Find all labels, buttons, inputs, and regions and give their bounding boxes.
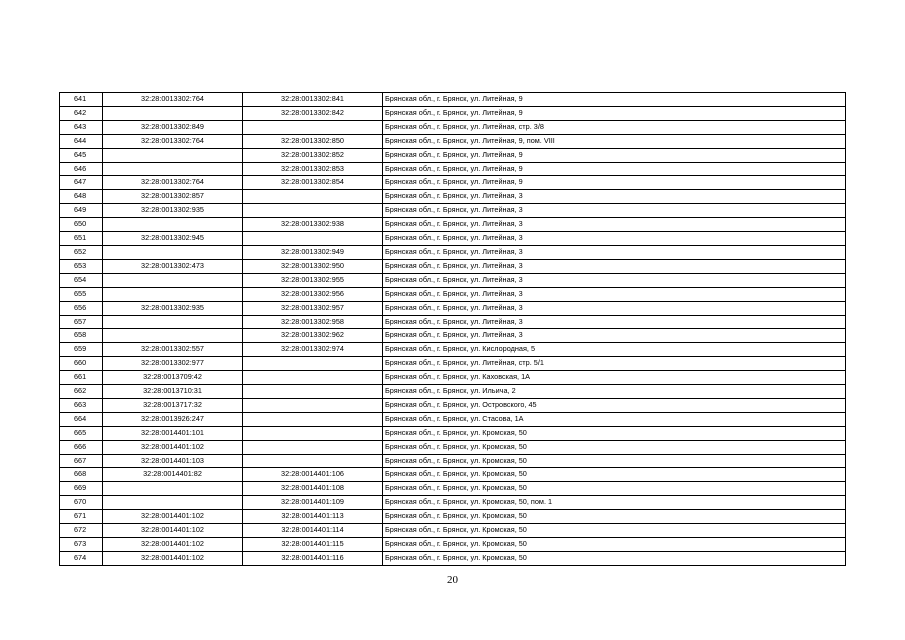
row-number-cell: 651	[60, 232, 103, 246]
address-cell: Брянская обл., г. Брянск, ул. Каховская, 1А	[383, 371, 846, 385]
object-number-cell: 32:28:0013302:852	[243, 148, 383, 162]
object-number-cell: 32:28:0013302:974	[243, 343, 383, 357]
table-row	[60, 190, 846, 204]
row-number-cell: 672	[60, 524, 103, 538]
table-row	[60, 148, 846, 162]
address-cell: Брянская обл., г. Брянск, ул. Кромская, 50	[383, 482, 846, 496]
object-number-cell	[243, 190, 383, 204]
address-cell: Брянская обл., г. Брянск, ул. Литейная, 3	[383, 315, 846, 329]
parcel-number-cell: 32:28:0014401:102	[103, 510, 243, 524]
object-number-cell: 32:28:0014401:109	[243, 496, 383, 510]
parcel-number-cell	[103, 496, 243, 510]
row-number-cell: 662	[60, 385, 103, 399]
address-cell: Брянская обл., г. Брянск, ул. Литейная, 3	[383, 259, 846, 273]
table-row	[60, 120, 846, 134]
parcel-number-cell	[103, 315, 243, 329]
object-number-cell	[243, 454, 383, 468]
parcel-number-cell: 32:28:0013710:31	[103, 385, 243, 399]
object-number-cell: 32:28:0013302:850	[243, 134, 383, 148]
address-cell: Брянская обл., г. Брянск, ул. Литейная, 3	[383, 204, 846, 218]
address-cell: Брянская обл., г. Брянск, ул. Кромская, 50	[383, 426, 846, 440]
table-row	[60, 245, 846, 259]
row-number-cell: 654	[60, 273, 103, 287]
row-number-cell: 669	[60, 482, 103, 496]
parcel-number-cell	[103, 162, 243, 176]
address-cell: Брянская обл., г. Брянск, ул. Кислородная, 5	[383, 343, 846, 357]
object-number-cell	[243, 385, 383, 399]
row-number-cell: 663	[60, 398, 103, 412]
table-row	[60, 454, 846, 468]
object-number-cell	[243, 412, 383, 426]
parcel-number-cell: 32:28:0014401:102	[103, 440, 243, 454]
parcel-number-cell	[103, 218, 243, 232]
address-cell: Брянская обл., г. Брянск, ул. Литейная, 9	[383, 148, 846, 162]
row-number-cell: 641	[60, 93, 103, 107]
address-cell: Брянская обл., г. Брянск, ул. Литейная, 9	[383, 93, 846, 107]
row-number-cell: 670	[60, 496, 103, 510]
address-cell: Брянская обл., г. Брянск, ул. Кромская, 50	[383, 524, 846, 538]
row-number-cell: 665	[60, 426, 103, 440]
address-cell: Брянская обл., г. Брянск, ул. Литейная, 9, пом. VIII	[383, 134, 846, 148]
address-cell: Брянская обл., г. Брянск, ул. Кромская, 50	[383, 510, 846, 524]
address-cell: Брянская обл., г. Брянск, ул. Кромская, 50	[383, 551, 846, 565]
parcel-number-cell: 32:28:0014401:102	[103, 551, 243, 565]
row-number-cell: 643	[60, 120, 103, 134]
address-cell: Брянская обл., г. Брянск, ул. Литейная, 3	[383, 329, 846, 343]
object-number-cell	[243, 232, 383, 246]
object-number-cell: 32:28:0014401:106	[243, 468, 383, 482]
parcel-number-cell: 32:28:0013302:935	[103, 204, 243, 218]
parcel-number-cell: 32:28:0014401:102	[103, 524, 243, 538]
table-row	[60, 440, 846, 454]
table-row	[60, 162, 846, 176]
row-number-cell: 666	[60, 440, 103, 454]
object-number-cell	[243, 398, 383, 412]
table-row	[60, 287, 846, 301]
address-cell: Брянская обл., г. Брянск, ул. Кромская, 50, пом. 1	[383, 496, 846, 510]
parcel-number-cell: 32:28:0014401:103	[103, 454, 243, 468]
parcel-number-cell: 32:28:0013302:557	[103, 343, 243, 357]
parcel-number-cell: 32:28:0013302:764	[103, 176, 243, 190]
table-row	[60, 218, 846, 232]
row-number-cell: 655	[60, 287, 103, 301]
parcel-number-cell: 32:28:0013717:32	[103, 398, 243, 412]
table-row	[60, 232, 846, 246]
address-cell: Брянская обл., г. Брянск, ул. Кромская, 50	[383, 440, 846, 454]
object-number-cell: 32:28:0014401:108	[243, 482, 383, 496]
row-number-cell: 653	[60, 259, 103, 273]
address-cell: Брянская обл., г. Брянск, ул. Литейная, 9	[383, 176, 846, 190]
table-row	[60, 343, 846, 357]
table-row	[60, 176, 846, 190]
row-number-cell: 659	[60, 343, 103, 357]
table-row	[60, 398, 846, 412]
object-number-cell: 32:28:0013302:842	[243, 106, 383, 120]
table-row	[60, 385, 846, 399]
table-row	[60, 315, 846, 329]
object-number-cell: 32:28:0013302:938	[243, 218, 383, 232]
parcel-number-cell: 32:28:0013302:857	[103, 190, 243, 204]
row-number-cell: 674	[60, 551, 103, 565]
parcel-number-cell: 32:28:0013302:977	[103, 357, 243, 371]
object-number-cell: 32:28:0014401:113	[243, 510, 383, 524]
address-cell: Брянская обл., г. Брянск, ул. Литейная, 3	[383, 301, 846, 315]
address-cell: Брянская обл., г. Брянск, ул. Литейная, стр. 3/8	[383, 120, 846, 134]
table-row	[60, 301, 846, 315]
parcel-number-cell	[103, 482, 243, 496]
address-cell: Брянская обл., г. Брянск, ул. Литейная, 9	[383, 162, 846, 176]
address-cell: Брянская обл., г. Брянск, ул. Островского, 45	[383, 398, 846, 412]
parcel-number-cell: 32:28:0013709:42	[103, 371, 243, 385]
object-number-cell: 32:28:0013302:841	[243, 93, 383, 107]
object-number-cell: 32:28:0014401:115	[243, 538, 383, 552]
row-number-cell: 671	[60, 510, 103, 524]
table-row	[60, 93, 846, 107]
row-number-cell: 646	[60, 162, 103, 176]
table-row	[60, 551, 846, 565]
row-number-cell: 657	[60, 315, 103, 329]
row-number-cell: 673	[60, 538, 103, 552]
table-row	[60, 468, 846, 482]
table-row	[60, 329, 846, 343]
table-row	[60, 496, 846, 510]
object-number-cell	[243, 371, 383, 385]
address-cell: Брянская обл., г. Брянск, ул. Литейная, 9	[383, 106, 846, 120]
object-number-cell	[243, 357, 383, 371]
row-number-cell: 645	[60, 148, 103, 162]
row-number-cell: 661	[60, 371, 103, 385]
table-row	[60, 357, 846, 371]
object-number-cell: 32:28:0013302:956	[243, 287, 383, 301]
parcel-number-cell	[103, 329, 243, 343]
parcel-number-cell: 32:28:0014401:82	[103, 468, 243, 482]
parcel-number-cell	[103, 106, 243, 120]
object-number-cell: 32:28:0013302:955	[243, 273, 383, 287]
object-number-cell	[243, 204, 383, 218]
parcel-number-cell: 32:28:0013302:849	[103, 120, 243, 134]
table-row	[60, 412, 846, 426]
table-row	[60, 524, 846, 538]
row-number-cell: 667	[60, 454, 103, 468]
parcel-number-cell: 32:28:0014401:101	[103, 426, 243, 440]
page-number: 20	[447, 574, 458, 586]
table-row	[60, 106, 846, 120]
row-number-cell: 644	[60, 134, 103, 148]
object-number-cell: 32:28:0013302:950	[243, 259, 383, 273]
table-row	[60, 510, 846, 524]
parcel-number-cell: 32:28:0013302:764	[103, 134, 243, 148]
object-number-cell: 32:28:0013302:957	[243, 301, 383, 315]
address-cell: Брянская обл., г. Брянск, ул. Кромская, 50	[383, 538, 846, 552]
object-number-cell: 32:28:0013302:958	[243, 315, 383, 329]
address-cell: Брянская обл., г. Брянск, ул. Кромская, 50	[383, 454, 846, 468]
row-number-cell: 652	[60, 245, 103, 259]
row-number-cell: 660	[60, 357, 103, 371]
table-body	[60, 93, 846, 566]
object-number-cell	[243, 426, 383, 440]
table-row	[60, 538, 846, 552]
object-number-cell	[243, 120, 383, 134]
object-number-cell	[243, 440, 383, 454]
parcel-number-cell: 32:28:0013302:473	[103, 259, 243, 273]
address-cell: Брянская обл., г. Брянск, ул. Кромская, 50	[383, 468, 846, 482]
table-row	[60, 482, 846, 496]
row-number-cell: 664	[60, 412, 103, 426]
parcel-number-cell: 32:28:0013302:945	[103, 232, 243, 246]
parcel-number-cell	[103, 273, 243, 287]
address-cell: Брянская обл., г. Брянск, ул. Литейная, 3	[383, 232, 846, 246]
address-cell: Брянская обл., г. Брянск, ул. Литейная, 3	[383, 218, 846, 232]
object-number-cell: 32:28:0013302:962	[243, 329, 383, 343]
row-number-cell: 658	[60, 329, 103, 343]
object-number-cell: 32:28:0013302:853	[243, 162, 383, 176]
address-cell: Брянская обл., г. Брянск, ул. Литейная, стр. 5/1	[383, 357, 846, 371]
address-cell: Брянская обл., г. Брянск, ул. Литейная, 3	[383, 287, 846, 301]
parcel-number-cell: 32:28:0013302:935	[103, 301, 243, 315]
object-number-cell: 32:28:0013302:949	[243, 245, 383, 259]
address-cell: Брянская обл., г. Брянск, ул. Литейная, 3	[383, 273, 846, 287]
object-number-cell: 32:28:0014401:116	[243, 551, 383, 565]
table-row	[60, 134, 846, 148]
row-number-cell: 668	[60, 468, 103, 482]
table-row	[60, 426, 846, 440]
parcel-number-cell: 32:28:0013302:764	[103, 93, 243, 107]
address-cell: Брянская обл., г. Брянск, ул. Литейная, 3	[383, 245, 846, 259]
parcel-number-cell	[103, 245, 243, 259]
parcel-number-cell	[103, 287, 243, 301]
table-row	[60, 371, 846, 385]
row-number-cell: 656	[60, 301, 103, 315]
parcel-number-cell	[103, 148, 243, 162]
address-cell: Брянская обл., г. Брянск, ул. Литейная, 3	[383, 190, 846, 204]
address-cell: Брянская обл., г. Брянск, ул. Ильича, 2	[383, 385, 846, 399]
table-row	[60, 259, 846, 273]
parcel-number-cell: 32:28:0013926:247	[103, 412, 243, 426]
row-number-cell: 642	[60, 106, 103, 120]
address-cell: Брянская обл., г. Брянск, ул. Стасова, 1А	[383, 412, 846, 426]
parcel-number-cell: 32:28:0014401:102	[103, 538, 243, 552]
row-number-cell: 649	[60, 204, 103, 218]
object-number-cell: 32:28:0014401:114	[243, 524, 383, 538]
table-row	[60, 273, 846, 287]
row-number-cell: 650	[60, 218, 103, 232]
table-row	[60, 204, 846, 218]
row-number-cell: 647	[60, 176, 103, 190]
object-number-cell: 32:28:0013302:854	[243, 176, 383, 190]
cadastral-table	[59, 92, 846, 566]
row-number-cell: 648	[60, 190, 103, 204]
